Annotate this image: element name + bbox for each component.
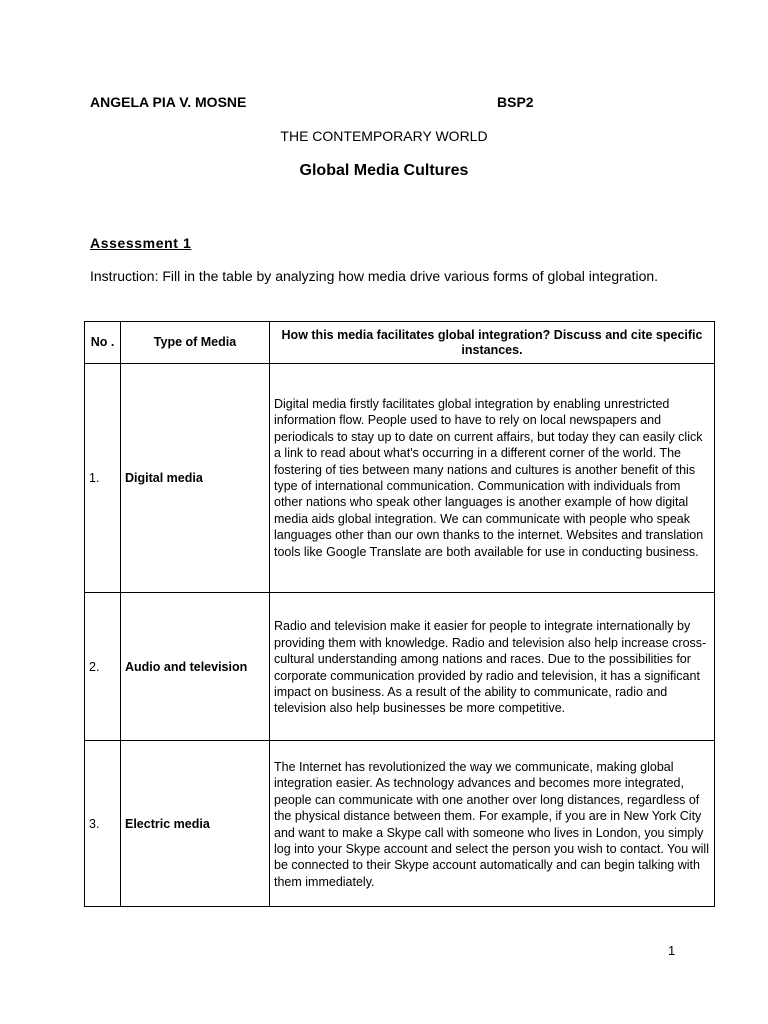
media-table [84, 321, 715, 907]
media-type: Electric media [121, 741, 270, 907]
media-description: Digital media firstly facilitates global integration by enabling unrestricted information flow. People used to have to rely on local newspapers and periodicals to stay up to date on current affairs, but today they can easily click a link to read about what's occurring in a different corner of the world. The fostering of ties between many nations and cultures is another benefit of this type of international communication. Communication with individuals from other nations who speak other languages is another example of how digital media aids global integration. We can communicate with people who speak languages other than our own thanks to the internet. Websites and translation tools like Google Translate are both available for use in conducting business. [270, 364, 715, 593]
table-row [85, 741, 715, 907]
header-how: How this media facilitates global integration? Discuss and cite specific instances. [270, 322, 715, 364]
media-description: Radio and television make it easier for people to integrate internationally by providing them with knowledge. Radio and television also help increase cross-cultural understanding among nations and races. Due to the possibilities for corporate communication provided by radio and television, it has a significant impact on business. As a result of the ability to communicate, radio and television also help businesses be more competitive. [270, 593, 715, 741]
table-header-row [85, 322, 715, 364]
course-title: THE CONTEMPORARY WORLD [280, 128, 488, 144]
table-row [85, 364, 715, 593]
row-number: 1. [85, 364, 121, 593]
media-type: Audio and television [121, 593, 270, 741]
row-number: 3. [85, 741, 121, 907]
author-name: ANGELA PIA V. MOSNE [90, 94, 247, 110]
row-number: 2. [85, 593, 121, 741]
media-description: The Internet has revolutionized the way we communicate, making global integration easier. As technology advances and becomes more integrated, people can communicate with one another over long distances, regardless of the physical distance between them. For example, if you are in New York City and want to make a Skype call with someone who lives in London, you simply log into your Skype account and select the person you wish to contact. You will be connected to their Skype account automatically and can begin talking with them immediately. [270, 741, 715, 907]
instruction-text: Instruction: Fill in the table by analyzing how media drive various forms of global integration. [90, 268, 659, 284]
section-code: BSP2 [497, 94, 534, 110]
media-type: Digital media [121, 364, 270, 593]
assessment-heading: Assessment 1 [90, 235, 192, 251]
header-type: Type of Media [121, 322, 270, 364]
header-no: No . [85, 322, 121, 364]
page-number: 1 [668, 943, 676, 958]
document-title: Global Media Cultures [299, 162, 469, 179]
table-row [85, 593, 715, 741]
